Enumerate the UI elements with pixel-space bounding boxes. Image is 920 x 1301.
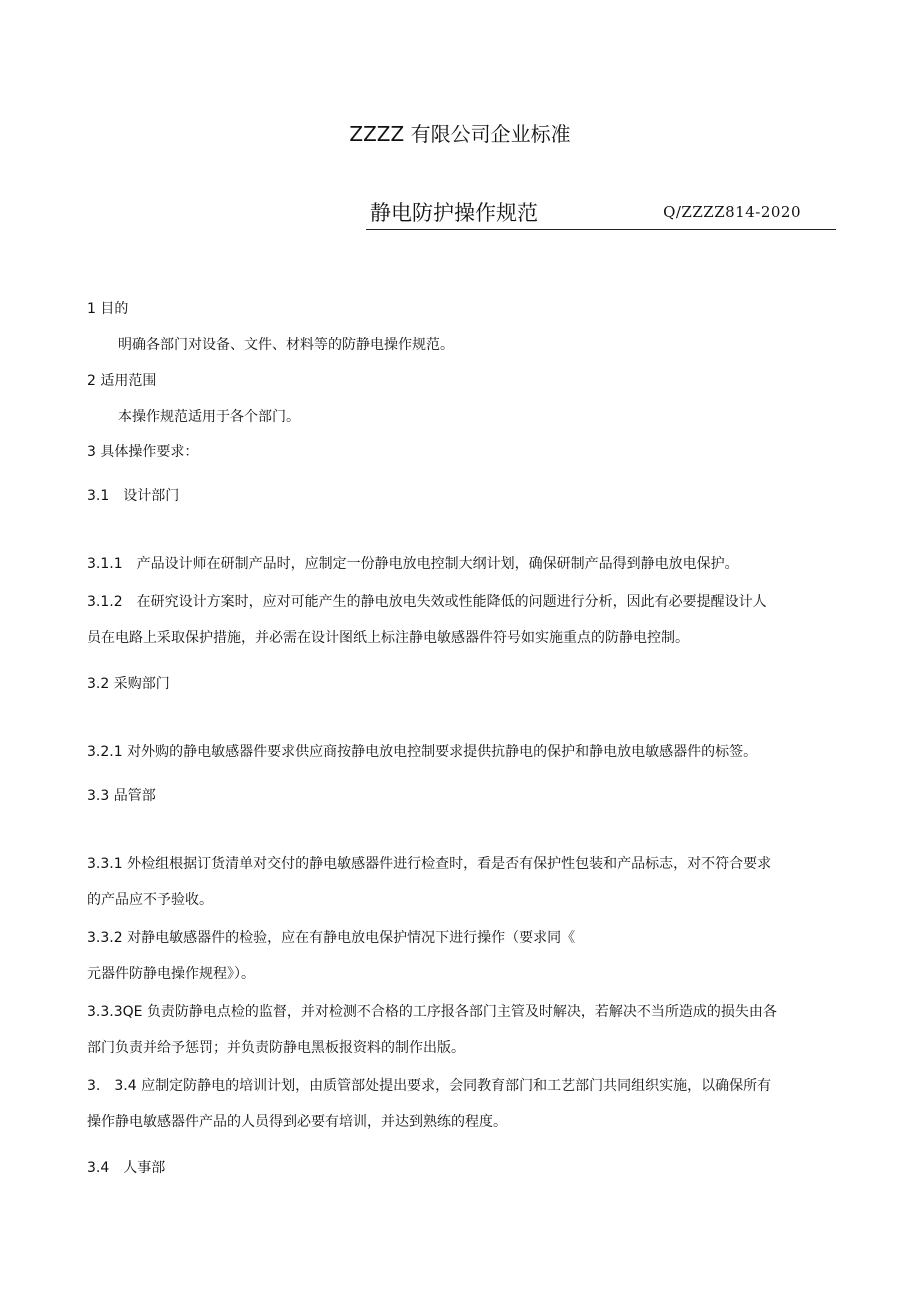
section-3-4-heading: 3.4 人事部 xyxy=(87,1160,166,1176)
section-3-heading: 3 具体操作要求： xyxy=(87,444,199,460)
paragraph-3-2-1: 3.2.1 对外购的静电敏感器件要求供应商按静电放电控制要求提供抗静电的保护和静电放电敏感器件的标签。 xyxy=(87,744,758,760)
doc-header xyxy=(366,195,836,230)
section-1-heading: 1 目的 xyxy=(87,301,129,317)
section-3-2-heading: 3.2 采购部门 xyxy=(87,676,170,692)
doc-code: Q/ZZZZ814-2020 xyxy=(663,203,801,221)
doc-title: 静电防护操作规范 xyxy=(370,201,538,225)
section-2-text: 本操作规范适用于各个部门。 xyxy=(118,409,300,425)
paragraph-3-3-2-line-1: 3.3.2 对静电敏感器件的检验，应在有静电放电保护情况下进行操作（要求同《 xyxy=(87,930,576,946)
paragraph-3-1-2-line-2: 员在电路上采取保护措施，并必需在设计图纸上标注静电敏感器件符号如实施重点的防静电控制。 xyxy=(87,630,689,646)
company-title: ZZZZ 有限公司企业标准 xyxy=(349,122,571,146)
paragraph-3-1-1: 3.1.1 产品设计师在研制产品时，应制定一份静电放电控制大纲计划，确保研制产品得到静电放电保护。 xyxy=(87,556,739,572)
paragraph-3-3-4-line-2: 操作静电敏感器件产品的人员得到必要有培训，并达到熟练的程度。 xyxy=(87,1114,507,1130)
paragraph-3-3-1-line-2: 的产品应不予验收。 xyxy=(87,892,213,908)
paragraph-3-3-4-line-1: 3. 3.4 应制定防静电的培训计划，由质管部处提出要求，会同教育部门和工艺部门共同组织实施，以确保所有 xyxy=(87,1078,772,1094)
section-3-1-heading: 3.1 设计部门 xyxy=(87,488,180,504)
section-1-text: 明确各部门对设备、文件、材料等的防静电操作规范。 xyxy=(118,337,454,353)
section-2-heading: 2 适用范围 xyxy=(87,373,157,389)
paragraph-3-1-2-line-1: 3.1.2 在研究设计方案时，应对可能产生的静电放电失效或性能降低的问题进行分析，因此有必要提醒设计人 xyxy=(87,594,767,610)
paragraph-3-3-3-line-1: 3.3.3QE 负责防静电点检的监督，并对检测不合格的工序报各部门主管及时解决，若解决不当所造成的损失由各 xyxy=(87,1004,777,1020)
paragraph-3-3-1-line-1: 3.3.1 外检组根据订货清单对交付的静电敏感器件进行检查时，看是否有保护性包装和产品标志，对不符合要求 xyxy=(87,856,772,872)
paragraph-3-3-2-line-2: 元器件防静电操作规程》）。 xyxy=(87,966,255,982)
section-3-3-heading: 3.3 品管部 xyxy=(87,788,156,804)
paragraph-3-3-3-line-2: 部门负责并给予惩罚；并负责防静电黑板报资料的制作出版。 xyxy=(87,1040,465,1056)
